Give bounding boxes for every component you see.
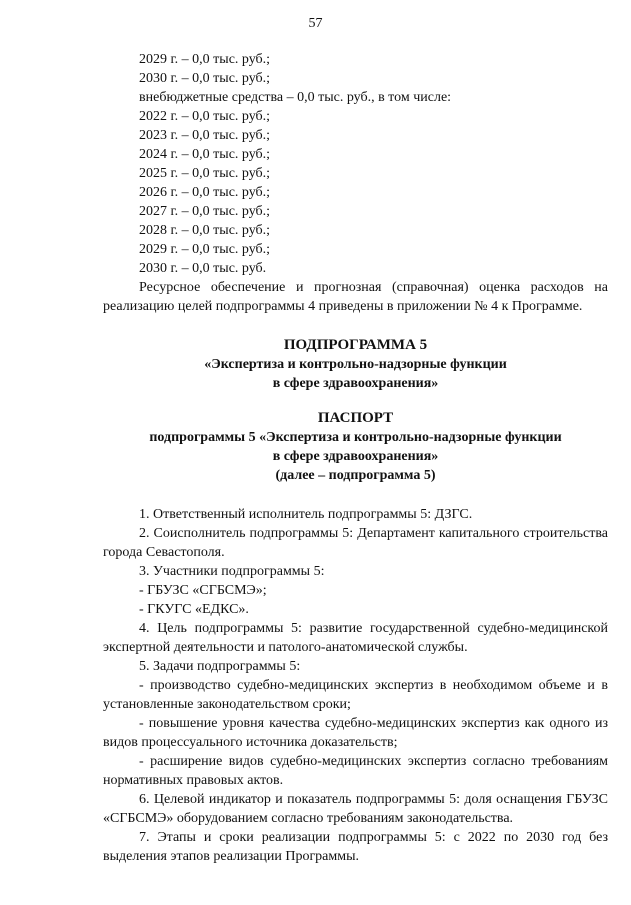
- funding-list: [103, 50, 608, 278]
- passport-item: - ГБУЗС «СГБСМЭ»;: [139, 583, 267, 598]
- funding-line: 2022 г. – 0,0 тыс. руб.;: [139, 109, 271, 124]
- subprogram-title: ПОДПРОГРАММА 5: [283, 337, 428, 353]
- passport-item: 2. Соисполнитель подпрограммы 5: Департамент капитального строительства города Севастополя.: [103, 526, 608, 560]
- funding-line: 2024 г. – 0,0 тыс. руб.;: [139, 147, 271, 162]
- passport-subtitle-line: в сфере здравоохранения»: [272, 449, 439, 464]
- subprogram-subtitle-line: «Экспертиза и контрольно-надзорные функции: [204, 357, 507, 372]
- passport-item: 6. Целевой индикатор и показатель подпрограммы 5: доля оснащения ГБУЗС «СГБСМЭ» оборудованием согласно требованиям законодательства.: [103, 792, 608, 826]
- subprogram-heading: [103, 336, 608, 393]
- funding-line: 2029 г. – 0,0 тыс. руб.;: [139, 242, 271, 257]
- funding-line: 2027 г. – 0,0 тыс. руб.;: [139, 204, 271, 219]
- funding-line: 2030 г. – 0,0 тыс. руб.: [139, 261, 267, 276]
- page-number: 57: [308, 16, 323, 31]
- passport-subtitle-line: подпрограммы 5 «Экспертиза и контрольно-надзорные функции: [149, 430, 562, 445]
- funding-line: 2023 г. – 0,0 тыс. руб.;: [139, 128, 271, 143]
- passport-item: - повышение уровня качества судебно-медицинских экспертиз как одного из видов процессуального источника доказательств;: [103, 716, 608, 750]
- passport-item: 1. Ответственный исполнитель подпрограммы 5: ДЗГС.: [139, 507, 473, 522]
- passport-subtitle-line: (далее – подпрограмма 5): [275, 468, 436, 483]
- passport-item: 3. Участники подпрограммы 5:: [139, 564, 325, 579]
- passport-item: 5. Задачи подпрограммы 5:: [139, 659, 301, 674]
- passport-item: - ГКУГС «ЕДКС».: [139, 602, 249, 617]
- subprogram-subtitle-line: в сфере здравоохранения»: [272, 376, 439, 391]
- passport-title: ПАСПОРТ: [317, 410, 394, 426]
- funding-line: 2030 г. – 0,0 тыс. руб.;: [139, 71, 271, 86]
- passport-heading: [103, 409, 608, 485]
- passport-item: 4. Цель подпрограммы 5: развитие государственной судебно-медицинской экспертной деятельности и патолого-анатомической службы.: [103, 621, 608, 655]
- resource-paragraph: Ресурсное обеспечение и прогнозная (справочная) оценка расходов на реализацию целей подпрограммы 4 приведены в приложении № 4 к Программе.: [103, 280, 608, 314]
- funding-line: 2028 г. – 0,0 тыс. руб.;: [139, 223, 271, 238]
- funding-line: 2029 г. – 0,0 тыс. руб.;: [139, 52, 271, 67]
- passport-item: - производство судебно-медицинских экспертиз в необходимом объеме и в установленные законодательством сроки;: [103, 678, 608, 712]
- funding-line: 2025 г. – 0,0 тыс. руб.;: [139, 166, 271, 181]
- passport-item: 7. Этапы и сроки реализации подпрограммы 5: с 2022 по 2030 год без выделения этапов реализации Программы.: [103, 830, 608, 864]
- funding-line: 2026 г. – 0,0 тыс. руб.;: [139, 185, 271, 200]
- passport-items: [103, 505, 608, 866]
- funding-line: внебюджетные средства – 0,0 тыс. руб., в том числе:: [139, 90, 452, 105]
- passport-item: - расширение видов судебно-медицинских экспертиз согласно требованиям нормативных правовых актов.: [103, 754, 608, 788]
- page-content: [103, 50, 608, 866]
